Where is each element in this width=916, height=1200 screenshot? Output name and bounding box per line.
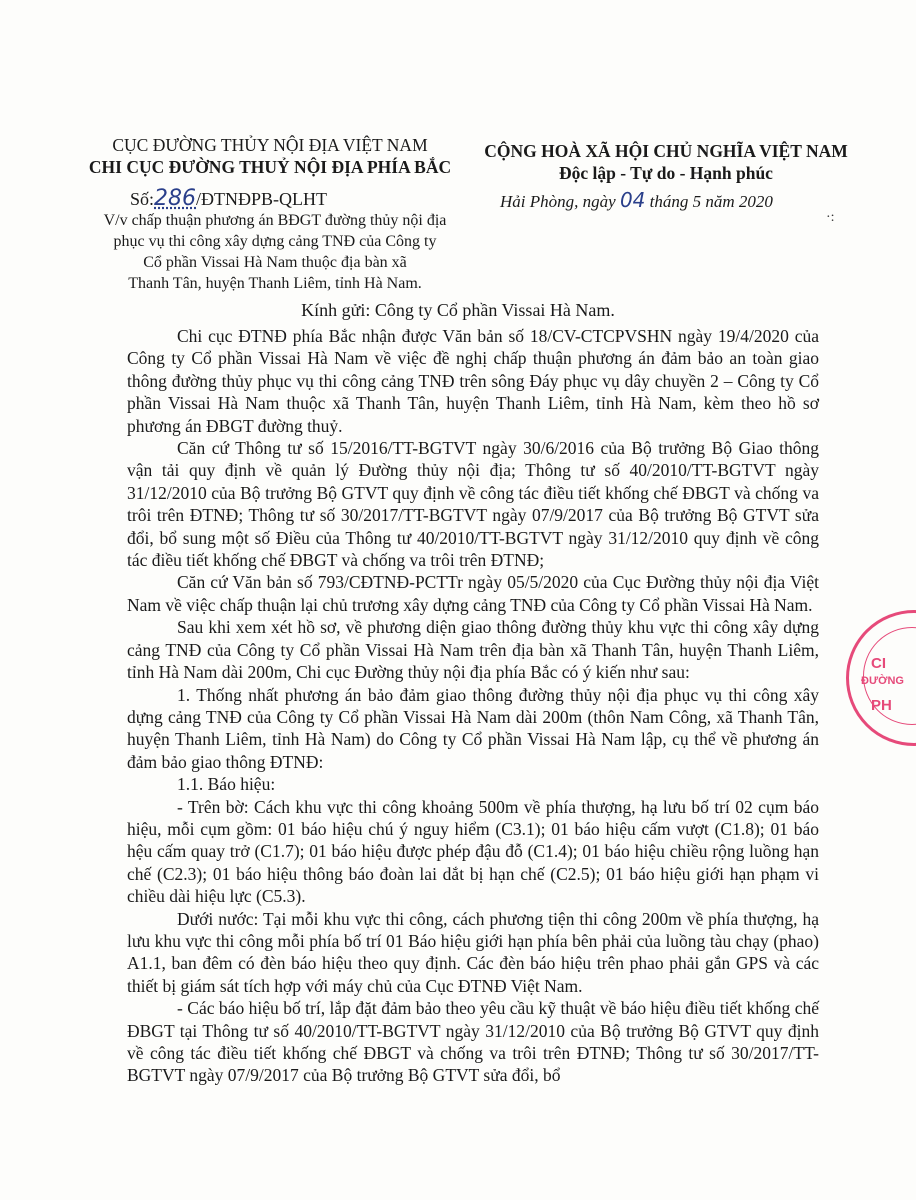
national-title: CỘNG HOÀ XÃ HỘI CHỦ NGHĨA VIỆT NAM — [484, 141, 848, 161]
doc-number-handwritten: 286 — [154, 186, 197, 211]
national-motto: Độc lập - Tự do - Hạnh phúc — [559, 163, 773, 183]
subject-line: Cổ phần Vissai Hà Nam thuộc địa bàn xã — [143, 254, 407, 271]
doc-number-prefix: Số: — [130, 189, 155, 209]
paragraph: 1.1. Báo hiệu: — [177, 774, 276, 795]
document-number — [130, 186, 327, 211]
subject-line: V/v chấp thuận phương án BĐGT đường thủy nội địa — [103, 212, 447, 229]
paragraph: - Các báo hiệu bố trí, lắp đặt đảm bảo theo yêu cầu kỹ thuật về báo hiệu điều tiết khống chế ĐBGT tại Thông tư số 40/2010/TT-BGTVT ngày 31/12/2010 của Bộ trưởng Bộ GTVT quy định về công tác điều tiết khống chế ĐBGT và chống va trôi trên ĐTNĐ; Thông tư số 30/2017/TT-BGTVT ngày 07/9/2017 của Bộ trưởng Bộ GTVT sửa đổi, bổ — [127, 998, 819, 1086]
paragraph: Sau khi xem xét hồ sơ, về phương diện giao thông đường thủy khu vực thi công xây dựng cảng TNĐ của Công ty Cổ phần Vissai Hà Nam trên địa bàn xã Thanh Tân, huyện Thanh Liêm, tỉnh Hà Nam dài 200m, Chi cục Đường thủy nội địa phía Bắc có ý kiến như sau: — [127, 617, 819, 683]
header-left — [80, 134, 460, 178]
seal-text: CI — [871, 655, 886, 672]
date-day-handwritten: 04 — [619, 188, 646, 212]
paragraph: Căn cứ Văn bản số 793/CĐTNĐ-PCTTr ngày 05/5/2020 của Cục Đường thủy nội địa Việt Nam về việc chấp thuận lại chủ trương xây dựng cảng TNĐ của Công ty Cổ phần Vissai Hà Nam. — [127, 572, 819, 615]
subject-line: phục vụ thi công xây dựng cảng TNĐ của Công ty — [113, 233, 437, 250]
official-seal-stamp — [846, 610, 916, 746]
sub-agency-name: CHI CỤC ĐƯỜNG THUỶ NỘI ĐỊA PHÍA BẮC — [88, 157, 452, 177]
date-line — [500, 188, 773, 212]
seal-text: PH — [871, 697, 892, 714]
paragraph: Chi cục ĐTNĐ phía Bắc nhận được Văn bản số 18/CV-CTCPVSHN ngày 19/4/2020 của Công ty Cổ phần Vissai Hà Nam về việc đề nghị chấp thuận phương án đảm bảo an toàn giao thông đường thủy phục vụ thi công cảng TNĐ trên sông Đáy phục vụ dây chuyền 2 – Công ty Cổ phần Vissai Hà Nam thuộc xã Thanh Tân, huyện Thanh Liêm, tỉnh Hà Nam, kèm theo hồ sơ phương án ĐBGT đường thuỷ. — [127, 326, 819, 436]
date-after: tháng 5 năm 2020 — [645, 192, 773, 211]
paragraph: - Trên bờ: Cách khu vực thi công khoảng 500m về phía thượng, hạ lưu bố trí 02 cụm báo hiệu, mỗi cụm gồm: 01 báo hiệu chú ý nguy hiểm (C3.1); 01 báo hiệu cấm vượt (C1.8); 01 báo hệu cấm quay trở (C1.7); 01 báo hiệu được phép đậu đỗ (C1.4); 01 báo hiệu chiều rộng luồng hạn chế (C2.3); 01 báo hiệu thông báo đoàn lai dắt bị hạn chế (C2.5); 01 báo hiệu giới hạn phạm vi chiều dài hiệu lực (C5.3). — [127, 796, 819, 907]
date-before: Hải Phòng, ngày — [500, 192, 620, 211]
ink-specks: ·: — [826, 210, 835, 225]
greeting: Kính gửi: Công ty Cổ phần Vissai Hà Nam. — [301, 300, 615, 320]
header-right — [476, 140, 856, 184]
seal-text: ĐƯỜNG — [861, 675, 904, 687]
paragraph: Căn cứ Thông tư số 15/2016/TT-BGTVT ngày 30/6/2016 của Bộ trưởng Bộ Giao thông vận tải quy định về quản lý Đường thủy nội địa; Thông tư số 40/2010/TT-BGTVT ngày 31/12/2010 của Bộ trưởng Bộ GTVT quy định về công tác điều tiết khống chế ĐBGT và chống va trôi trên ĐTNĐ; Thông tư số 30/2017/TT-BGTVT ngày 07/9/2017 của Bộ trưởng Bộ GTVT sửa đổi, bổ sung một số Điều của Thông tư 40/2010/TT-BGTVT ngày 31/12/2010 quy định về công tác điều tiết khống chế ĐBGT và chống va trôi trên ĐTNĐ; — [127, 438, 819, 571]
document-body — [127, 325, 819, 1087]
paragraph: 1. Thống nhất phương án bảo đảm giao thông đường thủy nội địa phục vụ thi công xây dựng cảng TNĐ của Công ty Cổ phần Vissai Hà Nam dài 200m (thôn Nam Công, xã Thanh Tân, huyện Thanh Liêm, tỉnh Hà Nam) do Công ty Cổ phần Vissai Hà Nam lập, cụ thể về phương án đảm bảo giao thông ĐTNĐ: — [127, 684, 819, 772]
agency-name: CỤC ĐƯỜNG THỦY NỘI ĐỊA VIỆT NAM — [112, 135, 428, 155]
subject-block — [90, 210, 460, 294]
subject-line: Thanh Tân, huyện Thanh Liêm, tỉnh Hà Nam. — [128, 275, 422, 292]
paragraph: Dưới nước: Tại mỗi khu vực thi công, cách phương tiện thi công 200m về phía thượng, hạ lưu khu vực thi công mỗi phía bố trí 01 Báo hiệu giới hạn phía bên phải của luồng tàu chạy (phao) A1.1, ban đêm có đèn báo hiệu theo quy định. Các đèn báo hiệu trên phao phải gắn GPS và các thiết bị giám sát tích hợp với máy chủ của Cục ĐTNĐ Việt Nam. — [127, 908, 819, 996]
doc-number-suffix: /ĐTNĐPB-QLHT — [196, 189, 328, 209]
